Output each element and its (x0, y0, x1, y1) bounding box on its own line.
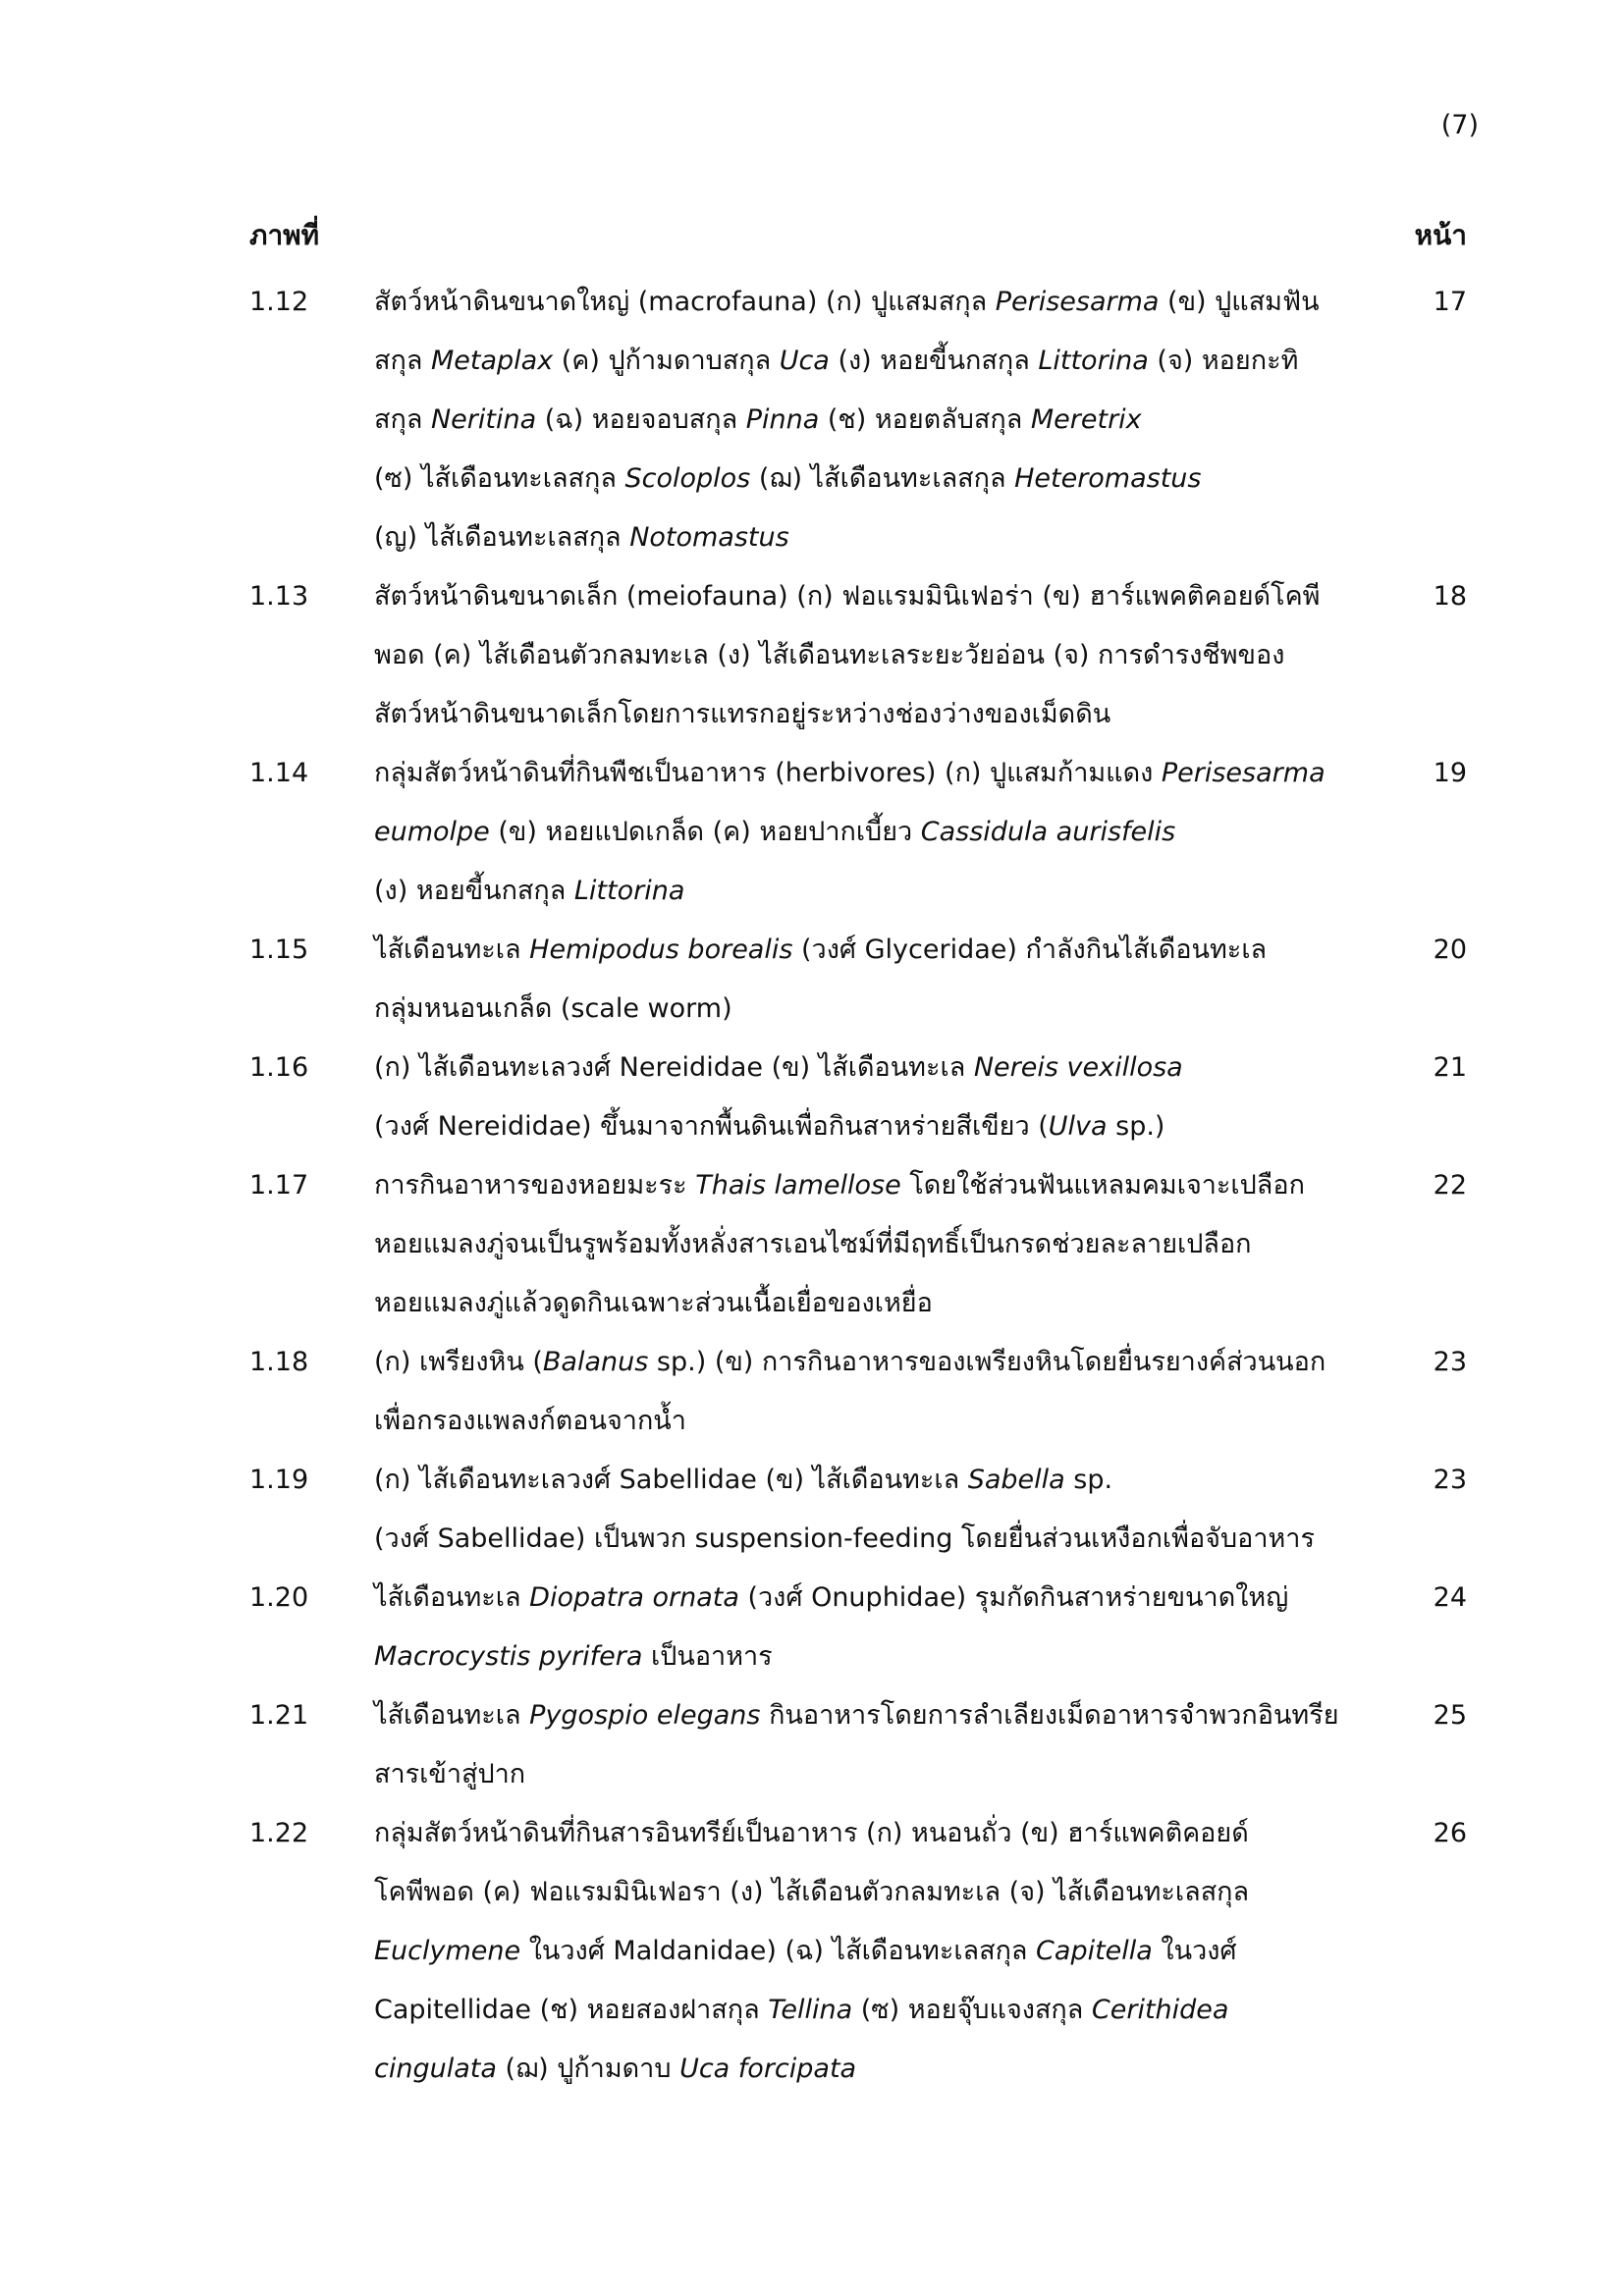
caption-text: (ข) ปูแสมฟัน (1159, 287, 1320, 317)
scientific-name: Hemipodus borealis (529, 934, 793, 965)
figure-caption (374, 1156, 1356, 1333)
figure-entry (249, 921, 1467, 1039)
figure-page-number: 22 (1433, 1170, 1467, 1201)
caption-text: เป็นอาหาร (642, 1641, 773, 1672)
caption-text: (ข) หอยแปดเกล็ด (ค) หอยปากเบี้ยว (489, 817, 921, 847)
scientific-name: cingulata (374, 2054, 497, 2084)
caption-text: (วงศ์ Onuphidae) รุมกัดกินสาหร่ายขนาดใหญ่ (738, 1582, 1289, 1613)
scientific-name: Balanus (542, 1347, 649, 1377)
caption-text: หอยแมลงภู่แล้วดูดกินเฉพาะส่วนเนื้อเยื่อของเหยื่อ (374, 1288, 933, 1318)
figure-number: 1.20 (249, 1582, 309, 1613)
scientific-name: Pinna (745, 404, 820, 435)
scientific-name: Uca forcipata (679, 2054, 857, 2084)
figure-caption (374, 1333, 1356, 1451)
scientific-name: Meretrix (1030, 404, 1142, 435)
caption-line (374, 626, 1356, 685)
caption-text: (วงศ์ Glyceridae) กำลังกินไส้เดือนทะเล (792, 934, 1268, 965)
figure-entry (249, 1804, 1467, 2099)
figure-number: 1.15 (249, 934, 309, 965)
caption-text: (ซ) หอยจุ๊บแจงสกุล (852, 1995, 1092, 2025)
scientific-name: Nereis vexillosa (973, 1052, 1183, 1083)
caption-line (374, 391, 1356, 450)
caption-text: (วงศ์ Sabellidae) เป็นพวก suspension-feeding โดยยื่นส่วนเหงือกเพื่อจับอาหาร (374, 1523, 1315, 1554)
caption-line (374, 744, 1356, 803)
caption-line (374, 1981, 1356, 2040)
scientific-name: Ulva (1048, 1111, 1108, 1142)
caption-line (374, 1039, 1356, 1097)
caption-line (374, 862, 1356, 921)
caption-text: ไส้เดือนทะเล (374, 1582, 530, 1613)
caption-text: sp.) (1107, 1111, 1165, 1142)
figure-caption (374, 1451, 1356, 1569)
caption-line (374, 1863, 1356, 1922)
caption-text: (ค) ปูก้ามดาบสกุล (553, 346, 780, 376)
caption-text: สกุล (374, 404, 431, 435)
figure-number: 1.12 (249, 287, 309, 317)
figure-number: 1.19 (249, 1465, 309, 1495)
figure-entry (249, 1451, 1467, 1569)
scientific-name: Notomastus (629, 522, 789, 553)
caption-line (374, 921, 1356, 980)
caption-text: sp. (1064, 1465, 1113, 1495)
scientific-name: Neritina (430, 404, 537, 435)
caption-text: โดยใช้ส่วนฟันแหลมคมเจาะเปลือก (900, 1170, 1305, 1201)
caption-text: (ง) หอยขี้นกสกุล (829, 346, 1039, 376)
figure-number: 1.17 (249, 1170, 309, 1201)
caption-line (374, 1215, 1356, 1274)
caption-line (374, 1156, 1356, 1215)
caption-line (374, 332, 1356, 391)
figure-number: 1.14 (249, 758, 309, 788)
caption-text: การกินอาหารของหอยมะระ (374, 1170, 696, 1201)
figure-entry (249, 1156, 1467, 1333)
caption-text: กินอาหารโดยการลำเลียงเม็ดอาหารจำพวกอินทรีย (760, 1700, 1339, 1731)
caption-line (374, 1628, 1356, 1686)
figure-page-number: 18 (1433, 581, 1467, 612)
caption-line (374, 1333, 1356, 1392)
caption-line (374, 1274, 1356, 1333)
scientific-name: Heteromastus (1014, 463, 1202, 494)
scientific-name: Tellina (768, 1995, 853, 2025)
figure-entry (249, 744, 1467, 921)
caption-text: sp.) (ข) การกินอาหารของเพรียงหินโดยยื่นรยางค์ส่วนนอก (648, 1347, 1326, 1377)
figure-caption (374, 273, 1356, 567)
caption-text: (ก) ไส้เดือนทะเลวงศ์ Nereididae (ข) ไส้เดือนทะเล (374, 1052, 974, 1083)
scientific-name: Capitella (1036, 1936, 1153, 1966)
figure-entry (249, 1333, 1467, 1451)
caption-text: หอยแมลงภู่จนเป็นรูพร้อมทั้งหลั่งสารเอนไซม์ที่มีฤทธิ์เป็นกรดช่วยละลายเปลือก (374, 1229, 1252, 1259)
scientific-name: Cerithidea (1091, 1995, 1229, 2025)
caption-line (374, 1745, 1356, 1804)
scientific-name: Diopatra ornata (529, 1582, 739, 1613)
caption-text: กลุ่มสัตว์หน้าดินที่กินพืชเป็นอาหาร (herbivores) (ก) ปูแสมก้ามแดง (374, 758, 1162, 788)
caption-text: สกุล (374, 346, 431, 376)
figure-page-number: 26 (1433, 1818, 1467, 1848)
figure-number: 1.21 (249, 1700, 309, 1731)
caption-line (374, 508, 1356, 567)
caption-line (374, 803, 1356, 862)
caption-text: (วงศ์ Nereididae) ขึ้นมาจากพื้นดินเพื่อกินสาหร่ายสีเขียว ( (374, 1111, 1049, 1142)
caption-line (374, 450, 1356, 508)
caption-text: (ฌ) ไส้เดือนทะเลสกุล (750, 463, 1015, 494)
caption-line (374, 685, 1356, 744)
figure-caption (374, 921, 1356, 1039)
scientific-name: Sabella (967, 1465, 1065, 1495)
caption-line (374, 1922, 1356, 1981)
list-of-figures-header (249, 214, 1467, 259)
figure-number: 1.22 (249, 1818, 309, 1848)
caption-text: (ซ) ไส้เดือนทะเลสกุล (374, 463, 625, 494)
scientific-name: eumolpe (374, 817, 490, 847)
caption-line (374, 2040, 1356, 2099)
scientific-name: Perisesarma (995, 287, 1160, 317)
page-number: (7) (1440, 110, 1479, 140)
caption-text: (ช) หอยตลับสกุล (819, 404, 1031, 435)
caption-line (374, 1392, 1356, 1451)
page-column-heading: หน้า (1414, 219, 1467, 251)
scientific-name: Perisesarma (1161, 758, 1326, 788)
caption-text: สัตว์หน้าดินขนาดเล็ก (meiofauna) (ก) ฟอแรมมินิเฟอร่า (ข) ฮาร์แพคติคอยด์โคพี (374, 581, 1321, 612)
caption-text: ในวงศ์ Maldanidae) (ฉ) ไส้เดือนทะเลสกุล (520, 1936, 1037, 1966)
caption-text: (จ) หอยกะทิ (1148, 346, 1299, 376)
figure-entry (249, 1039, 1467, 1156)
figure-entries-list (249, 273, 1467, 2099)
caption-text: กลุ่มสัตว์หน้าดินที่กินสารอินทรีย์เป็นอาหาร (ก) หนอนถั่ว (ข) ฮาร์แพคติคอยด์ (374, 1818, 1249, 1848)
scientific-name: Scoloplos (624, 463, 751, 494)
caption-text: (ญ) ไส้เดือนทะเลสกุล (374, 522, 630, 553)
caption-text: ในวงศ์ (1152, 1936, 1237, 1966)
figure-page-number: 21 (1433, 1052, 1467, 1083)
caption-text: (ฉ) หอยจอบสกุล (536, 404, 746, 435)
figure-entry (249, 273, 1467, 567)
caption-line (374, 1686, 1356, 1745)
figure-entry (249, 1686, 1467, 1804)
scientific-name: Thais lamellose (695, 1170, 901, 1201)
caption-text: สารเข้าสู่ปาก (374, 1759, 526, 1789)
figure-page-number: 23 (1433, 1347, 1467, 1377)
scientific-name: Uca (779, 346, 830, 376)
scientific-name: Macrocystis pyrifera (374, 1641, 643, 1672)
figure-caption (374, 1039, 1356, 1156)
caption-text: (ก) ไส้เดือนทะเลวงศ์ Sabellidae (ข) ไส้เดือนทะเล (374, 1465, 968, 1495)
scientific-name: Cassidula aurisfelis (920, 817, 1176, 847)
scientific-name: Littorina (1038, 346, 1149, 376)
caption-text: สัตว์หน้าดินขนาดเล็กโดยการแทรกอยู่ระหว่างช่องว่างของเม็ดดิน (374, 699, 1111, 729)
caption-text: โคพีพอด (ค) ฟอแรมมินิเฟอรา (ง) ไส้เดือนตัวกลมทะเล (จ) ไส้เดือนทะเลสกุล (374, 1877, 1250, 1907)
figure-caption (374, 567, 1356, 744)
figure-page-number: 25 (1433, 1700, 1467, 1731)
figure-page-number: 17 (1433, 287, 1467, 317)
figure-caption (374, 1686, 1356, 1804)
caption-line (374, 1510, 1356, 1569)
figure-page-number: 20 (1433, 934, 1467, 965)
figure-page-number: 19 (1433, 758, 1467, 788)
caption-line (374, 1097, 1356, 1156)
caption-text: สัตว์หน้าดินขนาดใหญ่ (macrofauna) (ก) ปูแสมสกุล (374, 287, 996, 317)
caption-text: (ก) เพรียงหิน ( (374, 1347, 543, 1377)
caption-text: Capitellidae (ช) หอยสองฝาสกุล (374, 1995, 769, 2025)
caption-line (374, 1451, 1356, 1510)
caption-line (374, 1569, 1356, 1628)
figure-page-number: 23 (1433, 1465, 1467, 1495)
caption-line (374, 273, 1356, 332)
figure-entry (249, 1569, 1467, 1686)
figure-entry (249, 567, 1467, 744)
figure-caption (374, 1804, 1356, 2099)
figure-column-heading: ภาพที่ (249, 219, 320, 251)
scientific-name: Littorina (573, 876, 685, 906)
caption-text: ไส้เดือนทะเล (374, 1700, 530, 1731)
caption-line (374, 1804, 1356, 1863)
figure-page-number: 24 (1433, 1582, 1467, 1613)
figure-caption (374, 744, 1356, 921)
figure-number: 1.13 (249, 581, 309, 612)
caption-text: (ง) หอยขี้นกสกุล (374, 876, 574, 906)
caption-text: เพื่อกรองแพลงก์ตอนจากน้ำ (374, 1406, 686, 1436)
scientific-name: Euclymene (374, 1936, 521, 1966)
caption-line (374, 567, 1356, 626)
figure-number: 1.18 (249, 1347, 309, 1377)
figure-caption (374, 1569, 1356, 1686)
caption-text: ไส้เดือนทะเล (374, 934, 530, 965)
caption-text: กลุ่มหนอนเกล็ด (scale worm) (374, 993, 732, 1024)
caption-text: พอด (ค) ไส้เดือนตัวกลมทะเล (ง) ไส้เดือนทะเลระยะวัยอ่อน (จ) การดำรงชีพของ (374, 640, 1285, 670)
scientific-name: Metaplax (430, 346, 554, 376)
scientific-name: Pygospio elegans (529, 1700, 761, 1731)
caption-line (374, 980, 1356, 1039)
figure-number: 1.16 (249, 1052, 309, 1083)
caption-text: (ฌ) ปูก้ามดาบ (496, 2054, 680, 2084)
